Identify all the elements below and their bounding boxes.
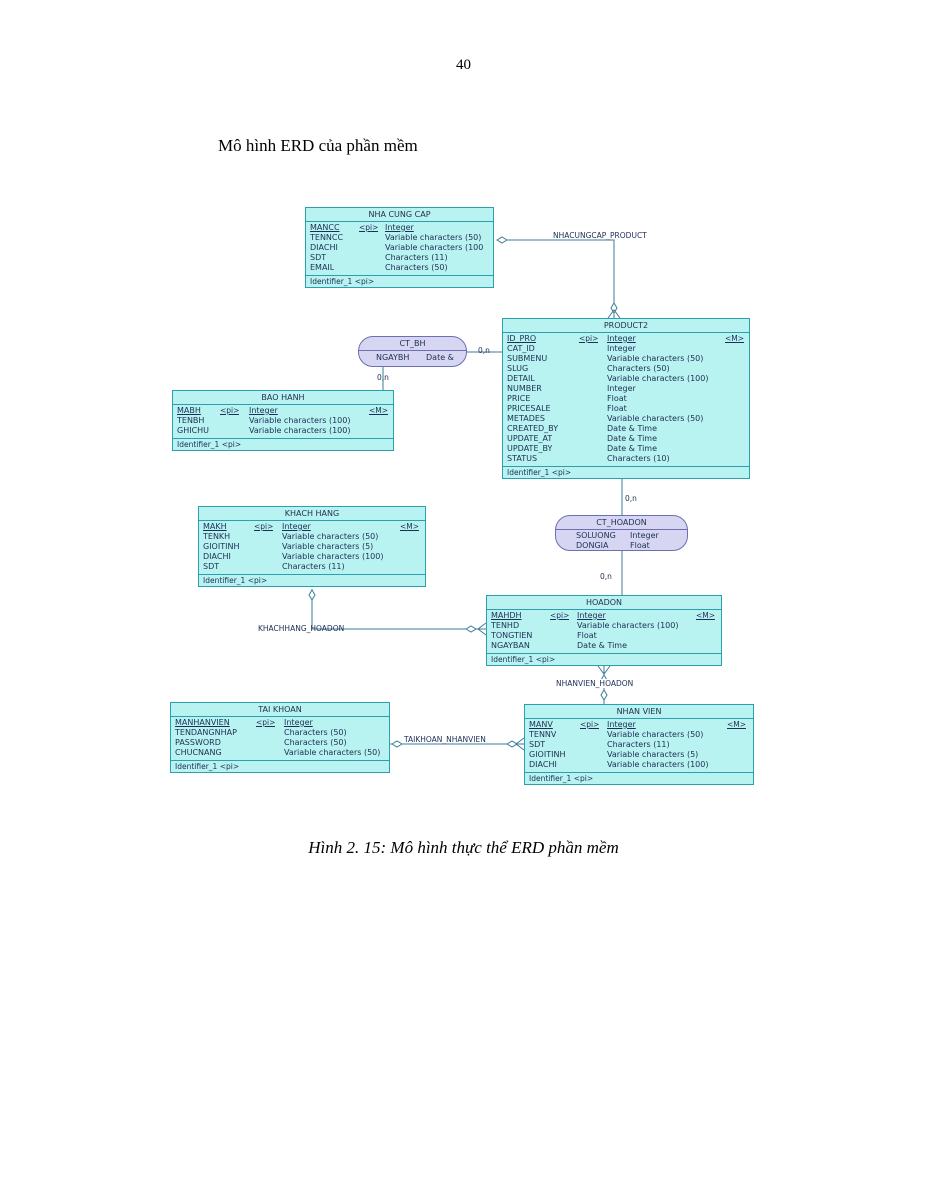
attribute-row — [503, 414, 749, 424]
attr-type: Variable characters (100) — [607, 374, 709, 383]
attribute-row — [503, 394, 749, 404]
attr-name: DETAIL — [507, 374, 535, 383]
attr-name: TONGTIEN — [491, 631, 533, 640]
attr-name: TENDANGNHAP — [175, 728, 237, 737]
association-ct-bh[interactable] — [358, 336, 467, 367]
attr-name: PASSWORD — [175, 738, 221, 747]
entity-identifier: Identifier_1 <pi> — [306, 275, 493, 287]
card-cthoadon-product: 0,n — [625, 494, 637, 503]
attr-type: Integer — [385, 223, 414, 232]
attr-name: TENBH — [177, 416, 205, 425]
attr-pi: <pi> — [580, 720, 600, 729]
attr-type: Integer — [282, 522, 311, 531]
attr-type: Variable characters (100) — [577, 621, 679, 630]
attribute-row — [503, 404, 749, 414]
association-ct-hoadon[interactable] — [555, 515, 688, 551]
attribute-row — [503, 334, 749, 344]
attr-mandatory: <M> — [725, 334, 745, 343]
one-marker-nhanvien-top — [601, 690, 607, 700]
one-marker-taikhoan — [392, 741, 402, 747]
attribute-row — [503, 454, 749, 464]
attr-name: MABH — [177, 406, 201, 415]
attr-name: DONGIA — [576, 541, 609, 550]
attr-mandatory: <M> — [727, 720, 747, 729]
attr-type: Variable characters (50) — [385, 233, 482, 242]
attribute-row — [306, 253, 493, 263]
entity-title: HOADON — [487, 596, 721, 610]
attr-type: Variable characters (100) — [282, 552, 384, 561]
attr-name: MANV — [529, 720, 553, 729]
attr-type: Characters (11) — [385, 253, 448, 262]
association-attribute-row — [556, 531, 687, 541]
attribute-row — [487, 621, 721, 631]
attr-name: UPDATE_AT — [507, 434, 553, 443]
attr-name: PRICESALE — [507, 404, 551, 413]
attr-type: Date & Time — [607, 434, 658, 443]
attr-type: Variable characters (100) — [249, 416, 351, 425]
attr-type: Date & Time — [607, 424, 658, 433]
attr-type: Variable characters (50) — [607, 414, 704, 423]
attr-name: DIACHI — [529, 760, 557, 769]
attribute-row — [171, 718, 389, 728]
entity-nhan-vien[interactable] — [524, 704, 754, 785]
page-number: 40 — [456, 57, 471, 73]
attribute-row — [173, 406, 393, 416]
attr-name: NGAYBH — [376, 353, 410, 362]
entity-identifier: Identifier_1 <pi> — [173, 438, 393, 450]
one-marker-hoadon-left — [466, 626, 476, 632]
entity-title: NHAN VIEN — [525, 705, 753, 719]
attr-type: Float — [630, 541, 650, 550]
rel-label-nhacungcap-product: NHACUNGCAP_PRODUCT — [553, 231, 647, 240]
entity-title: PRODUCT2 — [503, 319, 749, 333]
attribute-row — [199, 542, 425, 552]
attr-type: Integer — [607, 334, 636, 343]
attr-name: GIOITINH — [203, 542, 240, 551]
attr-type: Integer — [607, 720, 636, 729]
attr-name: TENNV — [529, 730, 557, 739]
nhacungcap-product-line — [497, 240, 614, 318]
attr-name: TENNCC — [310, 233, 344, 242]
one-marker-product-top — [611, 303, 617, 313]
attr-type: Variable characters (100 — [385, 243, 484, 252]
attr-pi: <pi> — [254, 522, 274, 531]
attr-name: DIACHI — [203, 552, 231, 561]
attr-type: Variable characters (5) — [282, 542, 374, 551]
attribute-row — [306, 223, 493, 233]
attr-name: SDT — [529, 740, 546, 749]
attr-name: DIACHI — [310, 243, 338, 252]
association-attribute-row — [359, 353, 466, 363]
entity-identifier: Identifier_1 <pi> — [171, 760, 389, 772]
attribute-row — [503, 374, 749, 384]
attr-type: Variable characters (50) — [284, 748, 381, 757]
attribute-row — [503, 444, 749, 454]
attr-type: Variable characters (100) — [607, 760, 709, 769]
attr-name: GIOITINH — [529, 750, 566, 759]
attr-mandatory: <M> — [696, 611, 716, 620]
rel-label-khachhang-hoadon: KHACHHANG_HOADON — [258, 624, 345, 633]
attr-type: Float — [577, 631, 597, 640]
attr-name: NGAYBAN — [491, 641, 530, 650]
attr-type: Integer — [607, 344, 636, 353]
attr-name: GHICHU — [177, 426, 210, 435]
attr-pi: <pi> — [220, 406, 240, 415]
attribute-row — [306, 243, 493, 253]
attribute-row — [503, 354, 749, 364]
entity-nha-cung-cap[interactable] — [305, 207, 494, 288]
attribute-row — [171, 738, 389, 748]
attr-name: SUBMENU — [507, 354, 548, 363]
association-title: CT_BH — [359, 337, 466, 351]
attribute-row — [306, 263, 493, 273]
attr-name: MANHANVIEN — [175, 718, 230, 727]
entity-title: TAI KHOAN — [171, 703, 389, 717]
entity-tai-khoan[interactable] — [170, 702, 390, 773]
attr-type: Characters (10) — [607, 454, 670, 463]
attribute-row — [503, 424, 749, 434]
entity-identifier: Identifier_1 <pi> — [199, 574, 425, 586]
attribute-row — [199, 552, 425, 562]
attr-name: CAT_ID — [507, 344, 535, 353]
attribute-row — [503, 434, 749, 444]
attribute-row — [199, 522, 425, 532]
one-marker-khachhang — [309, 590, 315, 600]
attr-name: METADES — [507, 414, 545, 423]
entity-identifier: Identifier_1 <pi> — [525, 772, 753, 784]
card-cthoadon-hoadon: 0,n — [600, 572, 612, 581]
attribute-row — [503, 344, 749, 354]
entity-title: NHA CUNG CAP — [306, 208, 493, 222]
card-ctbh-baohanh: 0,n — [377, 373, 389, 382]
attr-type: Integer — [284, 718, 313, 727]
attr-name: TENKH — [203, 532, 231, 541]
attr-name: TENHD — [491, 621, 520, 630]
attr-type: Characters (50) — [385, 263, 448, 272]
attr-pi: <pi> — [256, 718, 276, 727]
attr-name: CHUCNANG — [175, 748, 222, 757]
attr-pi: <pi> — [550, 611, 570, 620]
attribute-row — [525, 750, 753, 760]
attribute-row — [173, 426, 393, 436]
rel-label-taikhoan-nhanvien: TAIKHOAN_NHANVIEN — [404, 735, 486, 744]
attr-type: Characters (11) — [282, 562, 345, 571]
attr-name: NUMBER — [507, 384, 542, 393]
attribute-row — [525, 740, 753, 750]
attr-name: EMAIL — [310, 263, 335, 272]
attr-type: Float — [607, 404, 627, 413]
attr-name: MAHDH — [491, 611, 522, 620]
attribute-row — [171, 748, 389, 758]
rel-label-nhanvien-hoadon: NHANVIEN_HOADON — [556, 679, 634, 688]
attr-type: Variable characters (50) — [282, 532, 379, 541]
attr-type: Integer — [249, 406, 278, 415]
attribute-row — [487, 641, 721, 651]
attribute-row — [525, 760, 753, 770]
attr-name: SDT — [310, 253, 327, 262]
attr-type: Characters (50) — [284, 738, 347, 747]
attr-pi: <pi> — [359, 223, 379, 232]
attr-name: UPDATE_BY — [507, 444, 553, 453]
entity-identifier: Identifier_1 <pi> — [503, 466, 749, 478]
attr-type: Variable characters (50) — [607, 730, 704, 739]
attribute-row — [199, 532, 425, 542]
card-ctbh-product: 0,n — [478, 346, 490, 355]
attr-type: Date & Time — [607, 444, 658, 453]
one-marker-nhacungcap — [497, 237, 507, 243]
section-title: Mô hình ERD của phần mềm — [218, 136, 418, 155]
attr-name: MAKH — [203, 522, 227, 531]
attribute-row — [173, 416, 393, 426]
khachhang-hoadon-line — [312, 589, 486, 629]
entity-khach-hang[interactable] — [198, 506, 426, 587]
attr-type: Characters (11) — [607, 740, 670, 749]
attribute-row — [503, 364, 749, 374]
attribute-row — [487, 631, 721, 641]
figure-caption: Hình 2. 15: Mô hình thực thể ERD phần mềm — [308, 838, 619, 857]
attr-type: Variable characters (5) — [607, 750, 699, 759]
entity-product2[interactable] — [502, 318, 750, 479]
attr-type: Characters (50) — [607, 364, 670, 373]
association-title: CT_HOADON — [556, 516, 687, 530]
entity-title: BAO HANH — [173, 391, 393, 405]
attr-type: Integer — [630, 531, 659, 540]
attr-type: Integer — [607, 384, 636, 393]
attr-type: Date & Time — [577, 641, 628, 650]
entity-identifier: Identifier_1 <pi> — [487, 653, 721, 665]
attr-name: MANCC — [310, 223, 340, 232]
attribute-row — [503, 384, 749, 394]
attr-name: SLUG — [507, 364, 529, 373]
attr-mandatory: <M> — [369, 406, 389, 415]
attr-pi: <pi> — [579, 334, 599, 343]
attr-type: Variable characters (100) — [249, 426, 351, 435]
attr-type: Float — [607, 394, 627, 403]
attr-type: Integer — [577, 611, 606, 620]
attr-name: ID_PRO — [507, 334, 537, 343]
attr-type: Date & — [426, 353, 454, 362]
attribute-row — [487, 611, 721, 621]
attribute-row — [171, 728, 389, 738]
attribute-row — [525, 730, 753, 740]
attr-type: Variable characters (50) — [607, 354, 704, 363]
association-attribute-row — [556, 541, 687, 551]
attr-type: Characters (50) — [284, 728, 347, 737]
entity-hoadon[interactable] — [486, 595, 722, 666]
attr-name: STATUS — [507, 454, 538, 463]
attribute-row — [525, 720, 753, 730]
attr-name: SOLUONG — [576, 531, 616, 540]
attr-name: CREATED_BY — [507, 424, 559, 433]
attr-name: SDT — [203, 562, 220, 571]
entity-title: KHACH HANG — [199, 507, 425, 521]
entity-bao-hanh[interactable] — [172, 390, 394, 451]
attr-name: PRICE — [507, 394, 531, 403]
attr-mandatory: <M> — [400, 522, 420, 531]
attribute-row — [306, 233, 493, 243]
attribute-row — [199, 562, 425, 572]
